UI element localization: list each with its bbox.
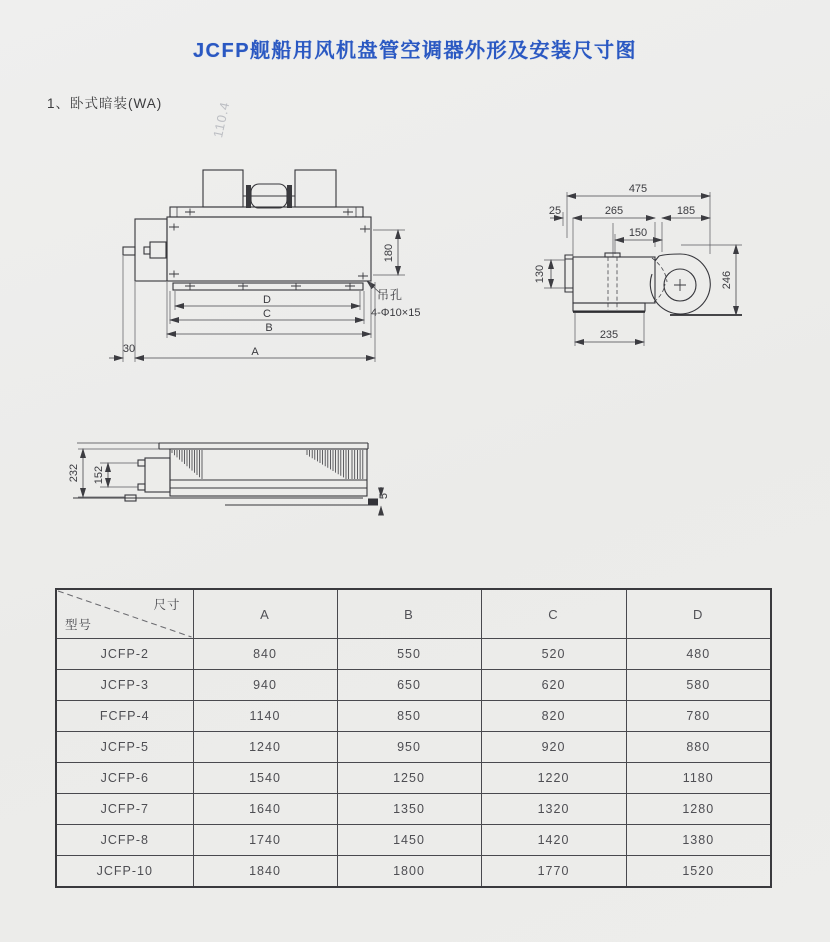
dim-152: 152 <box>93 465 105 485</box>
dim-C: C <box>263 308 271 320</box>
column-header-d: D <box>626 589 771 639</box>
value-cell: 1800 <box>337 856 481 888</box>
dim-265: 265 <box>604 205 624 217</box>
dim-180: 180 <box>383 243 395 263</box>
front-view-dimensions <box>109 230 420 362</box>
value-cell: 820 <box>481 701 626 732</box>
bottom-view-body <box>73 443 378 505</box>
dim-475: 475 <box>628 183 648 195</box>
bottom-view-drawing <box>65 428 400 523</box>
value-cell: 1240 <box>193 732 337 763</box>
column-header-c: C <box>481 589 626 639</box>
column-header-b: B <box>337 589 481 639</box>
lift-hole-spec: 4-Φ10×15 <box>371 307 421 319</box>
value-cell: 1640 <box>193 794 337 825</box>
handwritten-watermark: 110.4 <box>210 100 233 139</box>
value-cell: 1520 <box>626 856 771 888</box>
value-cell: 1420 <box>481 825 626 856</box>
value-cell: 480 <box>626 639 771 670</box>
value-cell: 580 <box>626 670 771 701</box>
model-cell: JCFP-8 <box>56 825 193 856</box>
value-cell: 880 <box>626 732 771 763</box>
model-cell: JCFP-2 <box>56 639 193 670</box>
model-cell: JCFP-5 <box>56 732 193 763</box>
model-cell: JCFP-10 <box>56 856 193 888</box>
value-cell: 940 <box>193 670 337 701</box>
table-row <box>56 639 771 670</box>
table-row <box>56 856 771 888</box>
table-corner-cell <box>56 589 193 639</box>
model-cell: FCFP-4 <box>56 701 193 732</box>
value-cell: 920 <box>481 732 626 763</box>
dim-130: 130 <box>534 264 546 284</box>
dim-25: 25 <box>548 205 562 217</box>
hanging-hole-marks <box>169 224 370 280</box>
dim-D: D <box>263 294 271 306</box>
value-cell: 1450 <box>337 825 481 856</box>
value-cell: 1320 <box>481 794 626 825</box>
lift-hole-label: 吊孔 <box>377 288 404 302</box>
value-cell: 840 <box>193 639 337 670</box>
table-row <box>56 732 771 763</box>
dim-30: 30 <box>122 343 136 355</box>
dim-A: A <box>251 346 259 358</box>
table-body <box>56 639 771 888</box>
table-row <box>56 763 771 794</box>
dimension-table <box>55 588 772 888</box>
value-cell: 520 <box>481 639 626 670</box>
value-cell: 1350 <box>337 794 481 825</box>
value-cell: 650 <box>337 670 481 701</box>
coil-fins-right <box>307 450 363 479</box>
corner-label-model: 型号 <box>65 618 93 632</box>
value-cell: 1740 <box>193 825 337 856</box>
corner-label-size: 尺寸 <box>153 598 181 612</box>
fan-motor-assembly <box>203 170 336 208</box>
dim-5: 5 <box>378 492 390 500</box>
dim-150: 150 <box>628 227 648 239</box>
dim-232: 232 <box>68 463 80 483</box>
table-row <box>56 825 771 856</box>
page-title: JCFP舰船用风机盘管空调器外形及安装尺寸图 <box>192 40 638 62</box>
value-cell: 620 <box>481 670 626 701</box>
value-cell: 1540 <box>193 763 337 794</box>
value-cell: 1840 <box>193 856 337 888</box>
dim-235: 235 <box>599 329 619 341</box>
side-view-body <box>565 253 742 315</box>
value-cell: 1220 <box>481 763 626 794</box>
side-view-drawing <box>530 170 775 370</box>
value-cell: 1250 <box>337 763 481 794</box>
table-row <box>56 794 771 825</box>
value-cell: 1770 <box>481 856 626 888</box>
table-row <box>56 701 771 732</box>
value-cell: 1180 <box>626 763 771 794</box>
value-cell: 780 <box>626 701 771 732</box>
coil-fins-left <box>172 450 202 479</box>
value-cell: 1140 <box>193 701 337 732</box>
dim-246: 246 <box>721 270 733 290</box>
front-view-drawing <box>95 115 490 385</box>
dim-185: 185 <box>676 205 696 217</box>
value-cell: 950 <box>337 732 481 763</box>
unit-casing <box>123 207 371 290</box>
value-cell: 1280 <box>626 794 771 825</box>
dim-B: B <box>265 322 273 334</box>
section-label: 1、卧式暗装(WA) <box>47 96 163 111</box>
model-cell: JCFP-7 <box>56 794 193 825</box>
column-header-a: A <box>193 589 337 639</box>
value-cell: 550 <box>337 639 481 670</box>
side-view-dimensions-top <box>549 183 710 257</box>
table-header-row <box>56 589 771 639</box>
table-row <box>56 670 771 701</box>
value-cell: 1380 <box>626 825 771 856</box>
model-cell: JCFP-3 <box>56 670 193 701</box>
value-cell: 850 <box>337 701 481 732</box>
model-cell: JCFP-6 <box>56 763 193 794</box>
